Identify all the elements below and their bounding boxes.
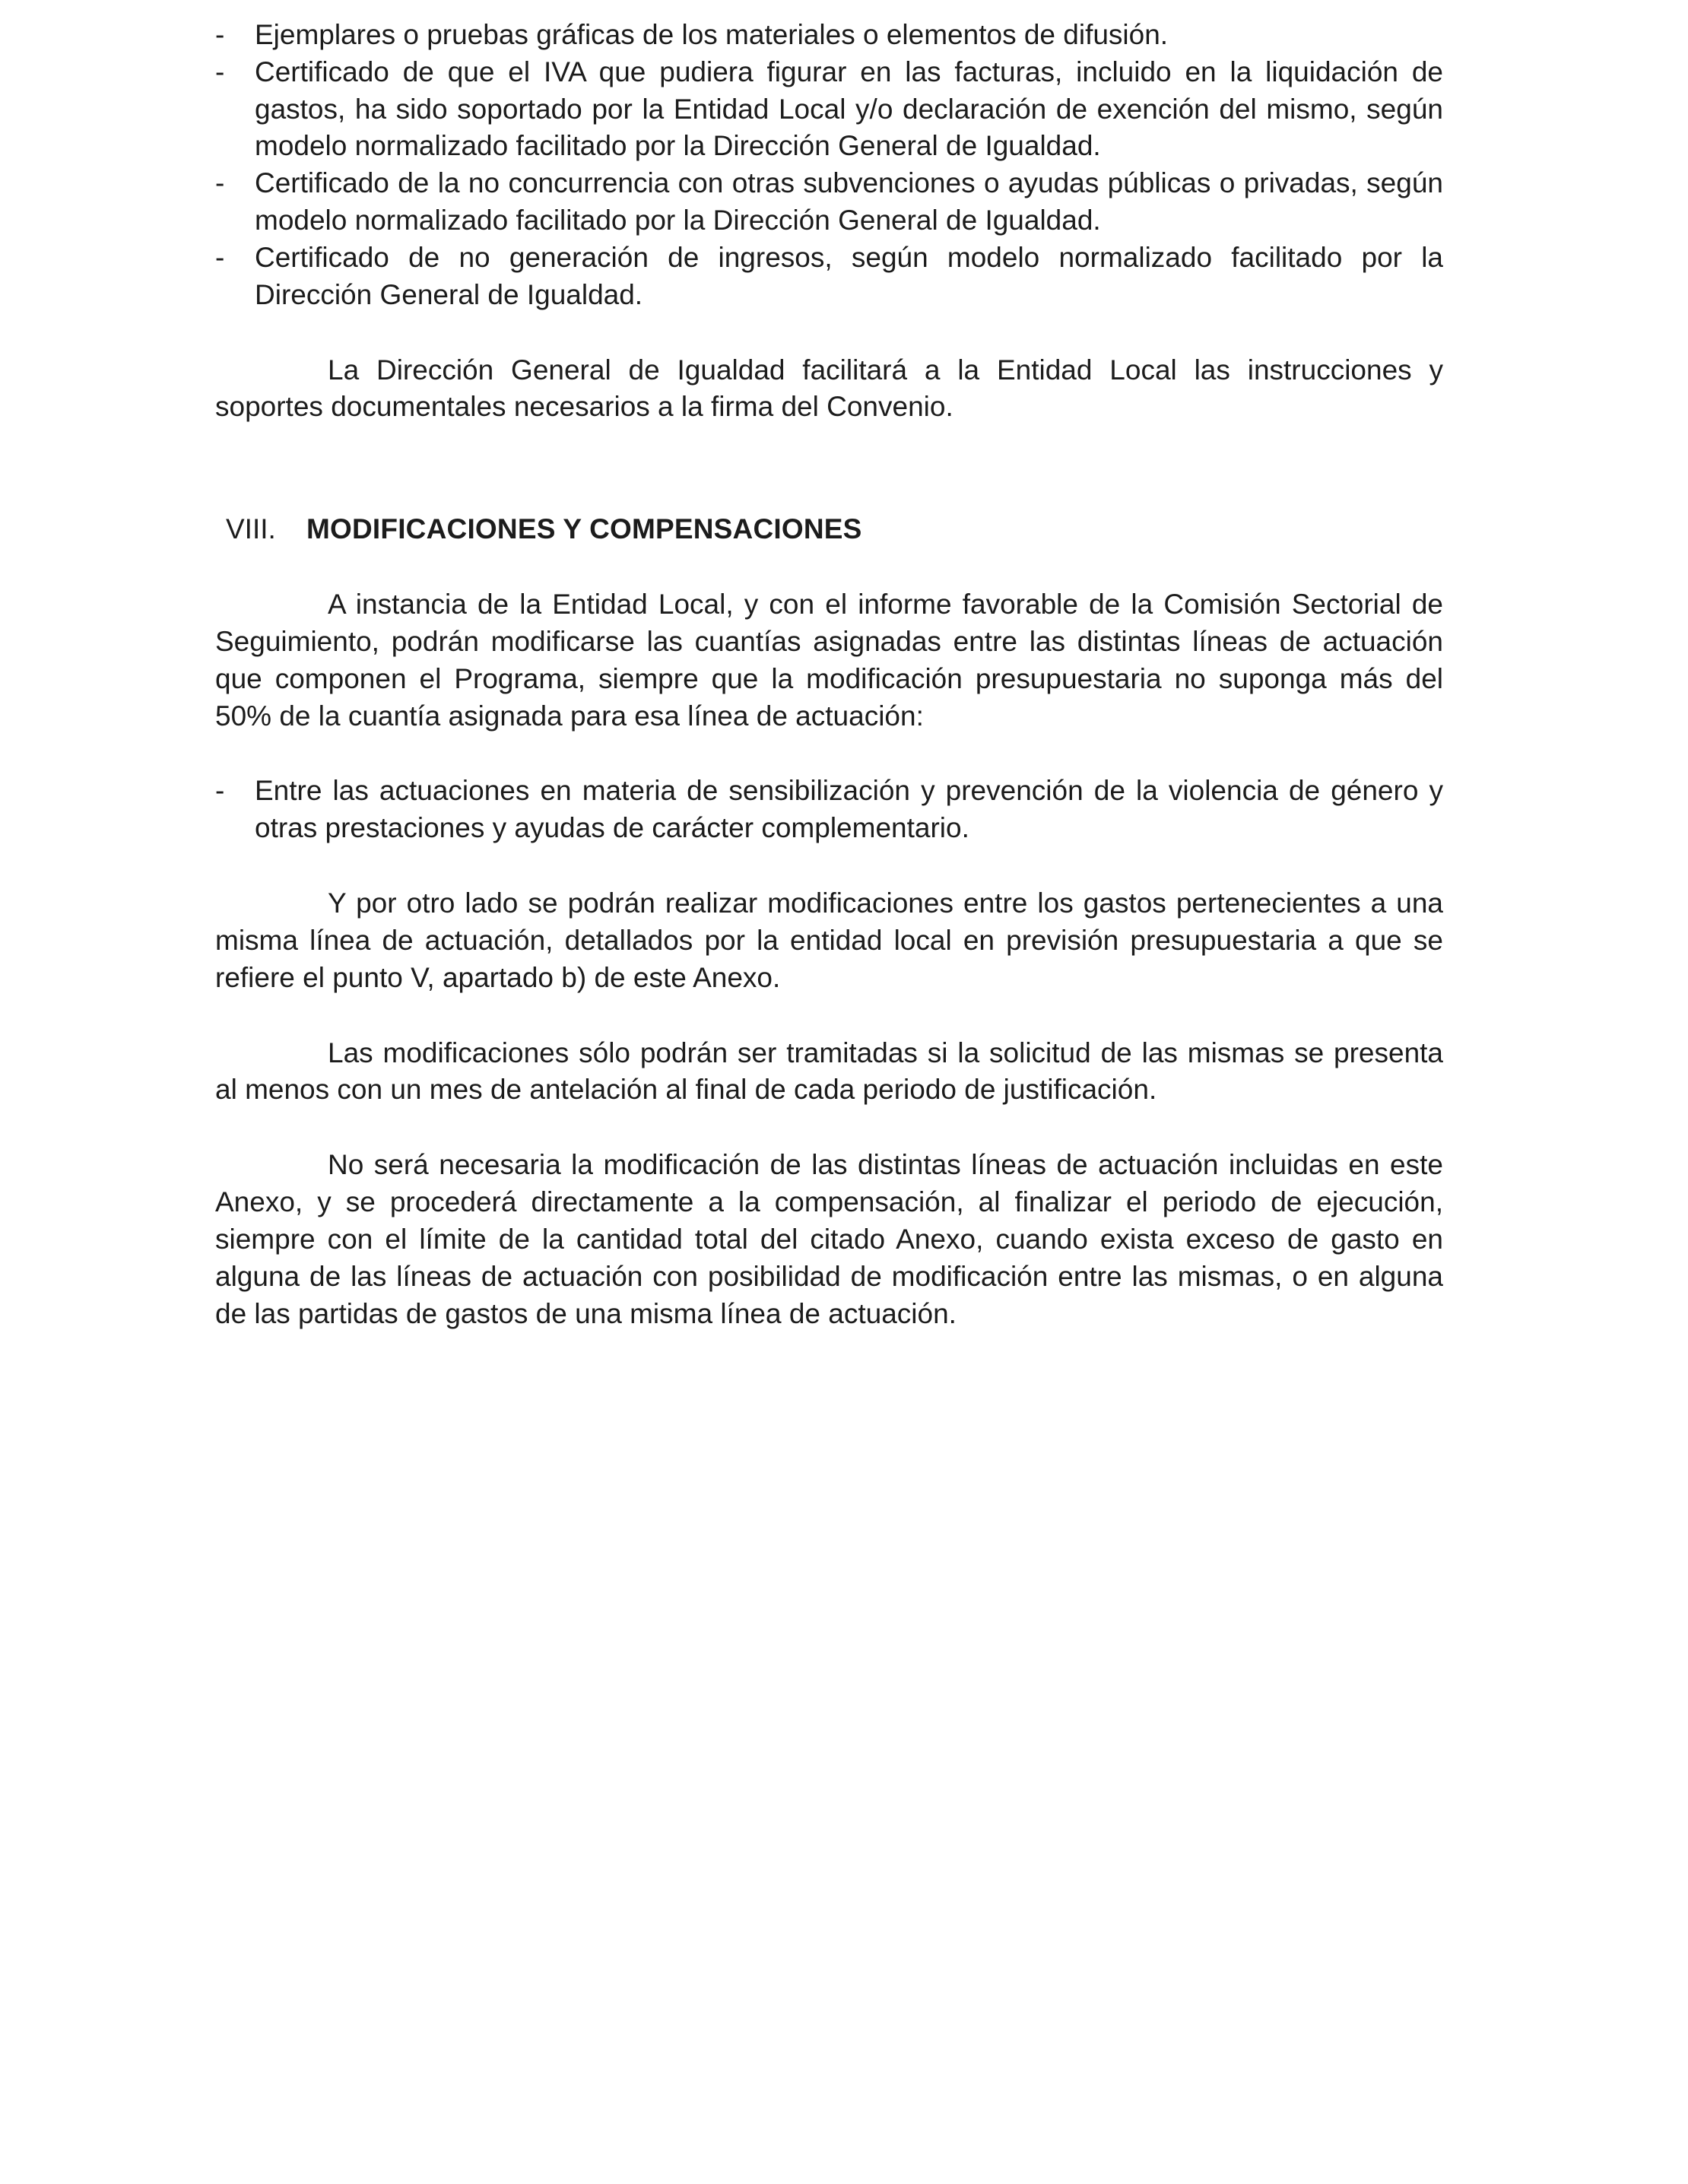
bullet-marker: - (215, 56, 225, 87)
list-item-text: Certificado de la no concurrencia con otras subvenciones o ayudas públicas o privadas, según modelo normalizado facilitado por la Dirección General de Igualdad. (255, 167, 1443, 236)
paragraph-other-modifications: Y por otro lado se podrán realizar modificaciones entre los gastos pertenecientes a una misma línea de actuación, detallados por la entidad local en previsión presupuestaria a que se refiere el punto V, apartado b) de este Anexo. (215, 887, 1443, 993)
paragraph-compensation: No será necesaria la modificación de las distintas líneas de actuación incluidas en este Anexo, y se procederá directamente a la compensación, al finalizar el periodo de ejecución, siempre con el límite de la cantidad total del citado Anexo, cuando exista exceso de gasto en alguna de las líneas de actuación con posibilidad de modificación entre las mismas, o en alguna de las partidas de gastos de una misma línea de actuación. (215, 1149, 1443, 1329)
list-item-text: Entre las actuaciones en materia de sensibilización y prevención de la violencia de género y otras prestaciones y ayudas de carácter complementario. (255, 775, 1443, 844)
bullet-marker: - (215, 241, 225, 273)
list-item-text: Certificado de que el IVA que pudiera figurar en las facturas, incluido en la liquidación de gastos, ha sido soportado por la Entidad Local y/o declaración de exención del mismo, según modelo normalizado facilitado por la Dirección General de Igualdad. (255, 56, 1443, 162)
list-item (215, 54, 1443, 165)
list-item-text: Ejemplares o pruebas gráficas de los materiales o elementos de difusión. (255, 19, 1169, 50)
list-item (215, 240, 1443, 314)
bullet-marker: - (215, 775, 225, 807)
bullet-marker: - (215, 19, 225, 50)
paragraph-instructions: La Dirección General de Igualdad facilitará a la Entidad Local las instrucciones y soportes documentales necesarios a la firma del Convenio. (215, 354, 1443, 423)
section-number: VIII. (226, 513, 276, 545)
list-item (215, 165, 1443, 240)
section-heading (215, 511, 1443, 548)
paragraph-deadline: Las modificaciones sólo podrán ser tramitadas si la solicitud de las mismas se presenta al menos con un mes de antelación al final de cada periodo de justificación. (215, 1036, 1443, 1106)
list-item (215, 773, 1443, 847)
modifications-list (215, 773, 1443, 847)
requirements-list (215, 17, 1443, 314)
bullet-marker: - (215, 167, 225, 199)
paragraph-modifications-intro: A instancia de la Entidad Local, y con el informe favorable de la Comisión Sectorial de Seguimiento, podrán modificarse las cuantías asignadas entre las distintas líneas de actuación que componen el Programa, siempre que la modificación presupuestaria no suponga más del 50% de la cuantía asignada para esa línea de actuación: (215, 589, 1443, 732)
list-item (215, 17, 1443, 54)
section-title: MODIFICACIONES Y COMPENSACIONES (306, 513, 862, 545)
list-item-text: Certificado de no generación de ingresos, según modelo normalizado facilitado por la Dirección General de Igualdad. (255, 241, 1443, 310)
